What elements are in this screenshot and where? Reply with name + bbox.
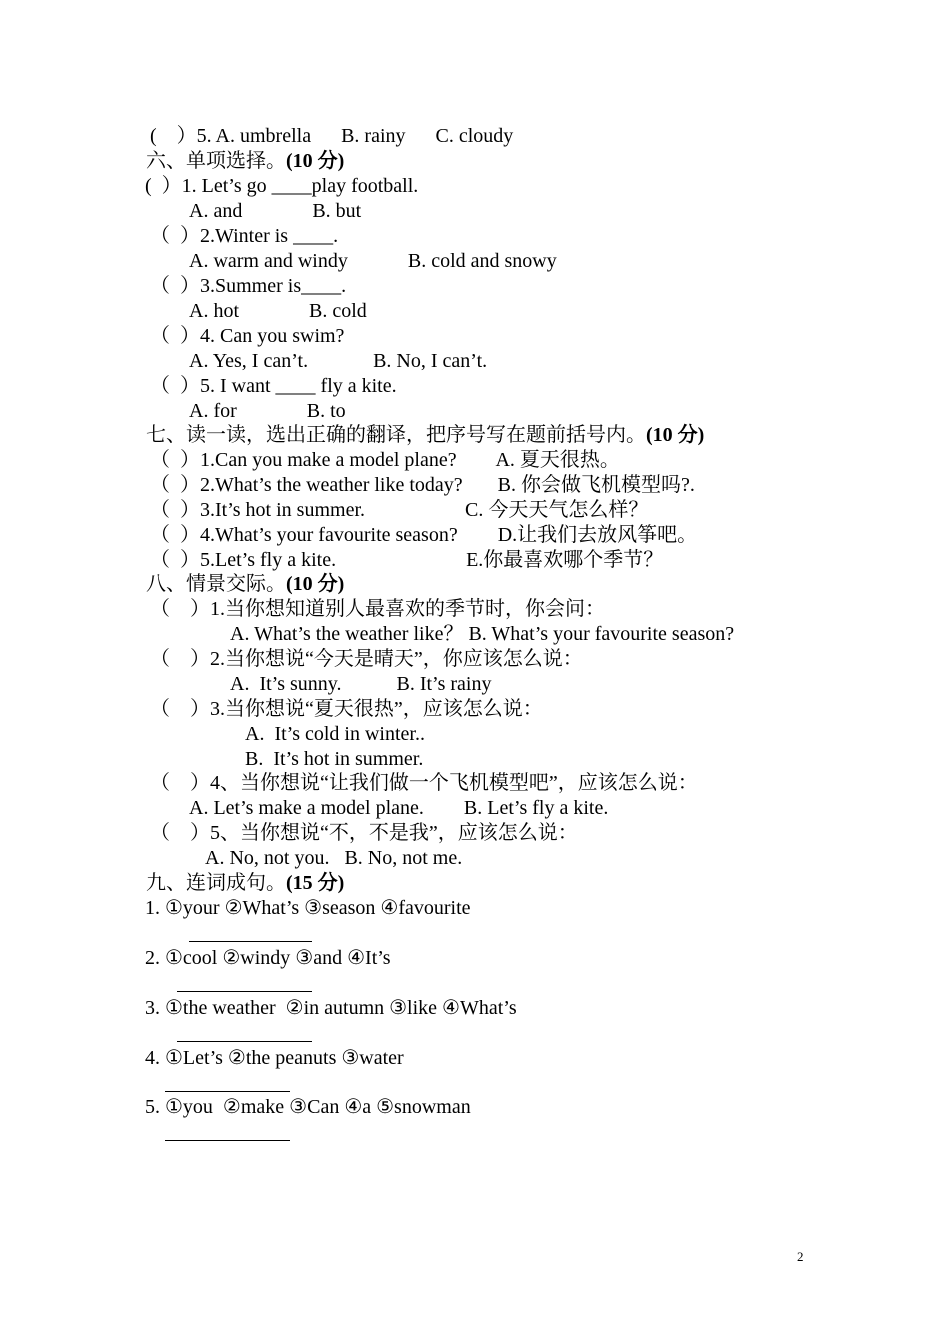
section-8-q5: （ ）5、当你想说“不，不是我”，应该怎么说： bbox=[150, 822, 578, 844]
section-7-q5: （ ）5.Let’s fly a kite. E.你最喜欢哪个季节？ bbox=[150, 549, 664, 571]
section-9-q2: 2. ①cool ②windy ③and ④It’s bbox=[145, 947, 391, 969]
section-7-q2: （ ）2.What’s the weather like today? B. 你会做飞机模型吗?. bbox=[150, 474, 695, 496]
section-6-heading bbox=[146, 149, 344, 174]
answer-blank-5 bbox=[165, 1140, 290, 1141]
section-9-q5: 5. ①you ②make ③Can ④a ⑤snowman bbox=[145, 1096, 471, 1118]
section-8-q4: （ ）4、当你想说“让我们做一个飞机模型吧”，应该怎么说： bbox=[150, 772, 698, 794]
section-8-q1-options: A. What’s the weather like？ B. What’s your favourite season? bbox=[230, 623, 735, 645]
section-6-q5: （ ）5. I want ____ fly a kite. bbox=[150, 375, 397, 397]
answer-blank-2 bbox=[177, 991, 312, 992]
choice-q5-line: ( ）5. A. umbrella B. rainy C. cloudy bbox=[150, 125, 514, 147]
page-number: 2 bbox=[797, 1249, 804, 1264]
section-8-title: 八、情景交际。 bbox=[146, 573, 286, 595]
section-6-q2-options: A. warm and windy B. cold and snowy bbox=[189, 250, 557, 272]
section-7-q4: （ ）4.What’s your favourite season? D.让我们去放风筝吧。 bbox=[150, 524, 698, 546]
section-7-q3: （ ）3.It’s hot in summer. C. 今天天气怎么样？ bbox=[150, 499, 649, 521]
answer-blank-4 bbox=[165, 1091, 290, 1092]
section-6-q4-options: A. Yes, I can’t. B. No, I can’t. bbox=[189, 350, 488, 372]
section-9-q1: 1. ①your ②What’s ③season ④favourite bbox=[145, 897, 471, 919]
answer-blank-3 bbox=[177, 1041, 312, 1042]
answer-blank-1 bbox=[189, 941, 312, 942]
section-6-q3-options: A. hot B. cold bbox=[189, 300, 367, 322]
section-9-heading bbox=[146, 871, 344, 896]
section-7-score: (10 分) bbox=[646, 424, 705, 446]
section-8-heading bbox=[146, 572, 344, 597]
section-8-q3-option-b: B. It’s hot in summer. bbox=[245, 748, 424, 770]
section-8-q3-option-a: A. It’s cold in winter.. bbox=[245, 723, 425, 745]
section-6-q1: ( ）1. Let’s go ____play football. bbox=[145, 175, 419, 197]
section-8-q2-options: A. It’s sunny. B. It’s rainy bbox=[230, 673, 492, 695]
section-8-q3: （ ）3.当你想说“夏天很热”，应该怎么说： bbox=[150, 698, 543, 720]
section-9-score: (15 分) bbox=[286, 872, 345, 894]
section-7-q1: （ ）1.Can you make a model plane? A. 夏天很热。 bbox=[150, 449, 620, 471]
section-6-score: (10 分) bbox=[286, 150, 345, 172]
section-6-q2: （ ）2.Winter is ____. bbox=[150, 225, 339, 247]
section-9-title: 九、连词成句。 bbox=[146, 872, 286, 894]
section-6-q1-options: A. and B. but bbox=[189, 200, 362, 222]
section-7-title: 七、读一读，选出正确的翻译，把序号写在题前括号内。 bbox=[146, 424, 646, 446]
section-9-q3: 3. ①the weather ②in autumn ③like ④What’s bbox=[145, 997, 517, 1019]
section-6-q5-options: A. for B. to bbox=[189, 400, 346, 422]
section-8-score: (10 分) bbox=[286, 573, 345, 595]
section-8-q5-options: A. No, not you. B. No, not me. bbox=[205, 847, 463, 869]
section-7-heading bbox=[146, 423, 704, 448]
section-6-title: 六、单项选择。 bbox=[146, 150, 286, 172]
section-8-q2: （ ）2.当你想说“今天是晴天”，你应该怎么说： bbox=[150, 648, 583, 670]
section-6-q3: （ ）3.Summer is____. bbox=[150, 275, 347, 297]
section-9-q4: 4. ①Let’s ②the peanuts ③water bbox=[145, 1047, 404, 1069]
section-8-q4-options: A. Let’s make a model plane. B. Let’s fly a kite. bbox=[189, 797, 609, 819]
section-6-q4: （ ）4. Can you swim? bbox=[150, 325, 345, 347]
section-8-q1: （ ）1.当你想知道别人最喜欢的季节时，你会问： bbox=[150, 598, 605, 620]
